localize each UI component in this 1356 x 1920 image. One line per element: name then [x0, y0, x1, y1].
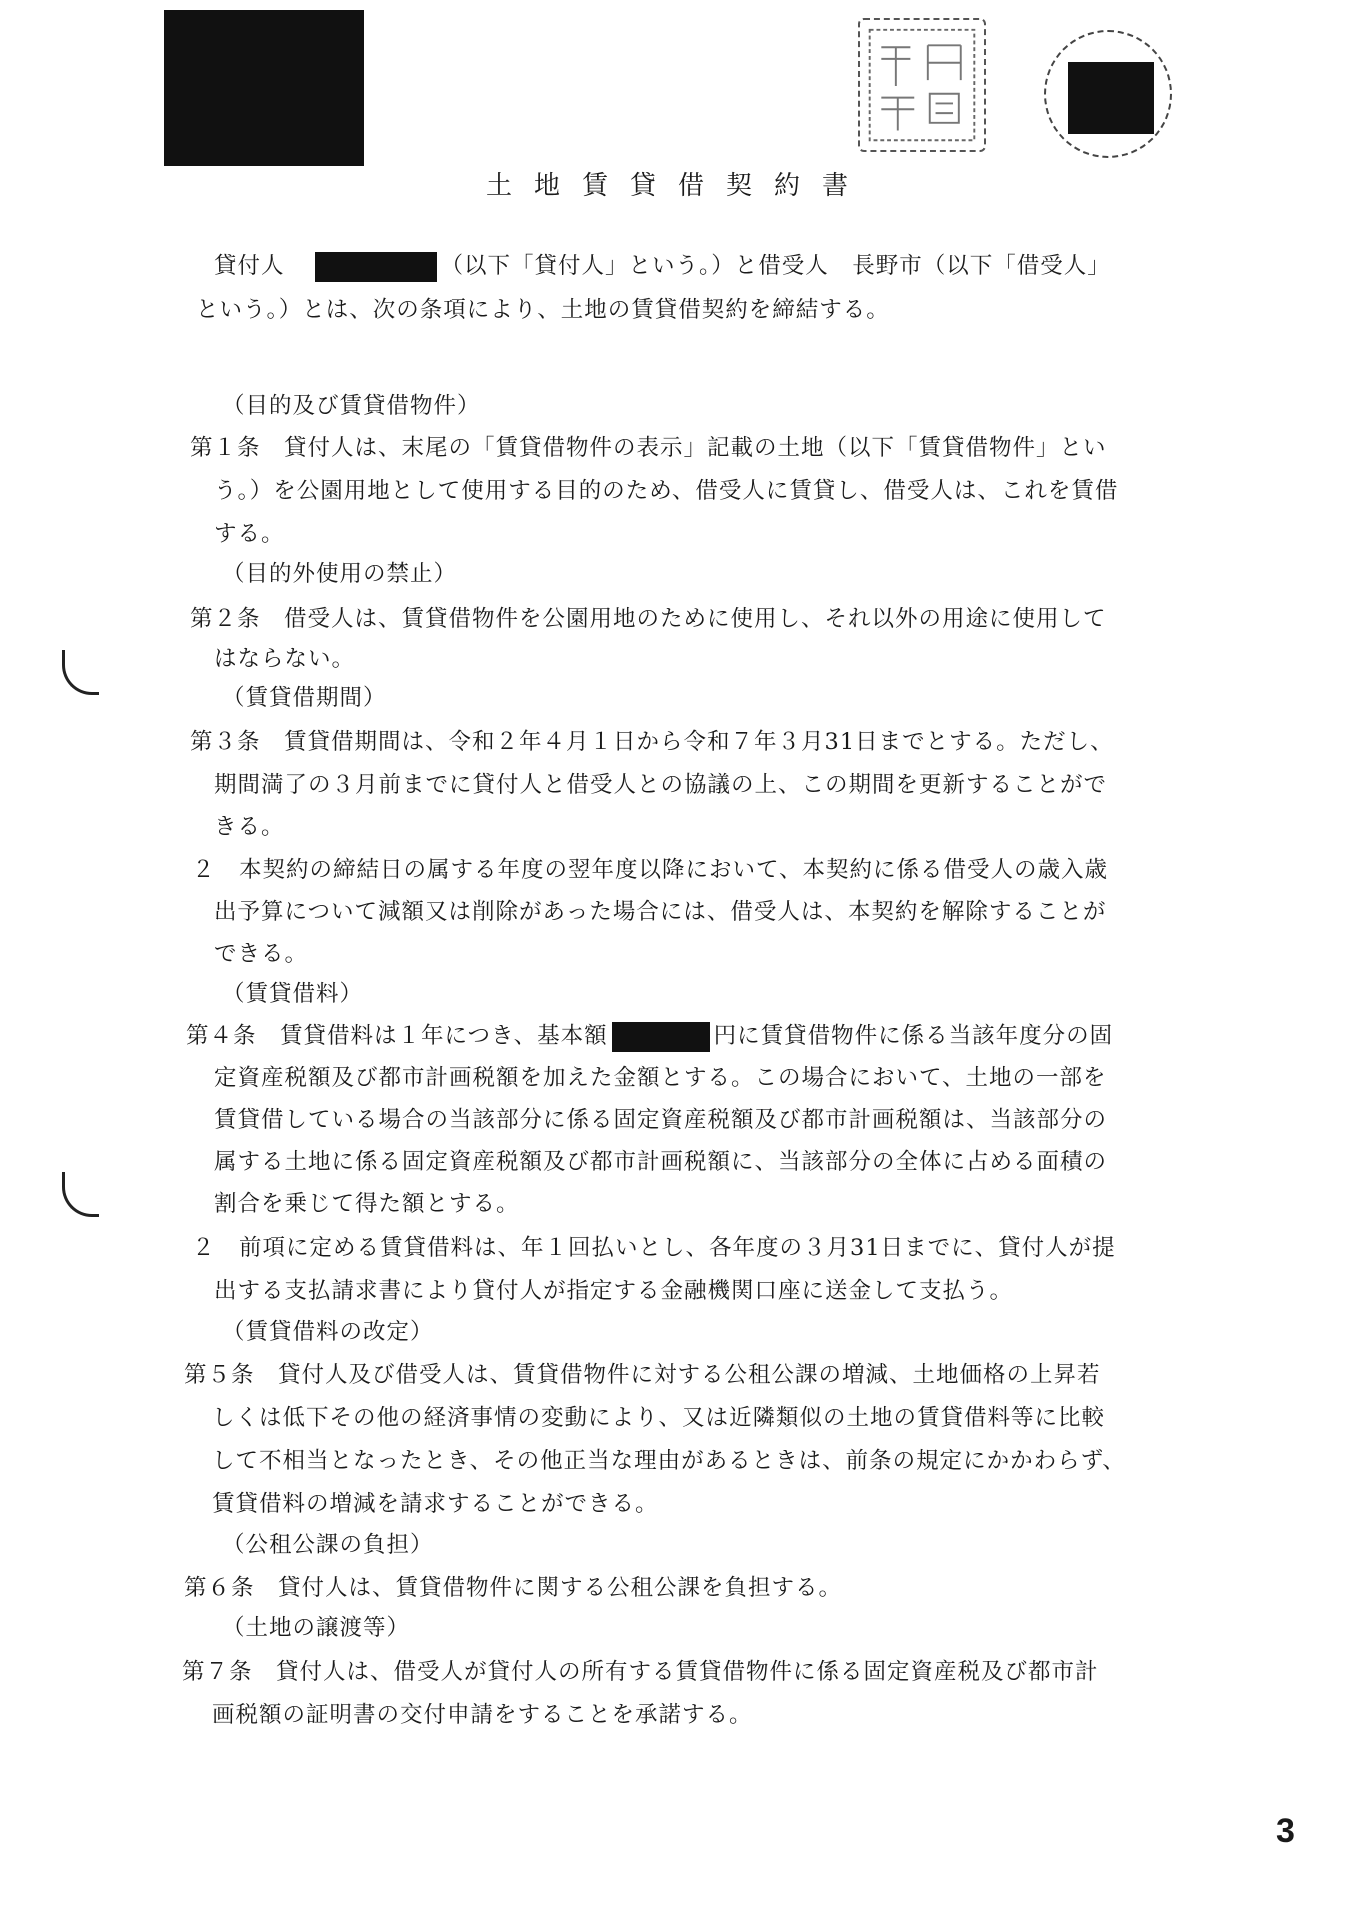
article-3-line-2: 期間満了の３月前までに貸付人と借受人との協議の上、この期間を更新することがで: [214, 772, 1108, 798]
article-7-heading: （土地の譲渡等）: [222, 1615, 411, 1641]
article-5-line-1: 第５条 貸付人及び借受人は、賃貸借物件に対する公租公課の増減、土地価格の上昇若: [184, 1362, 1101, 1388]
article-3-line-1: 第３条 賃貸借期間は、令和２年４月１日から令和７年３月31日までとする。ただし、: [190, 729, 1114, 755]
article-2-heading: （目的外使用の禁止）: [222, 561, 458, 587]
article-3-para-2-line-1: ２ 本契約の締結日の属する年度の翌年度以降において、本契約に係る借受人の歳入歳: [192, 857, 1109, 883]
article-4-para-2-line-2: 出する支払請求書により貸付人が指定する金融機関口座に送金して支払う。: [214, 1278, 1014, 1304]
article-5-line-3: して不相当となったとき、その他正当な理由があるときは、前条の規定にかかわらず、: [212, 1448, 1126, 1474]
binding-hole-mark-1: [62, 650, 99, 695]
article-4-text-b: 円に賃貸借物件に係る当該年度分の固: [713, 1023, 1114, 1049]
article-4-line-4: 属する土地に係る固定資産税額及び都市計画税額に、当該部分の全体に占める面積の: [214, 1149, 1108, 1175]
article-4-heading: （賃貸借料）: [222, 981, 364, 1007]
article-4-line-3: 賃貸借している場合の当該部分に係る固定資産税額及び都市計画税額は、当該部分の: [214, 1107, 1108, 1133]
article-7-line-1: 第７条 貸付人は、借受人が貸付人の所有する賃貸借物件に係る固定資産税及び都市計: [182, 1659, 1099, 1685]
document-title: 土地賃貸借契約書: [485, 171, 870, 201]
intro-line-1: [214, 248, 1111, 282]
article-1-line-1: 第１条 貸付人は、末尾の「賃貸借物件の表示」記載の土地（以下「賃貸借物件」とい: [190, 435, 1107, 461]
redaction-block-top-left: [164, 10, 364, 166]
redaction-base-amount: [612, 1022, 710, 1052]
article-6-heading: （公租公課の負担）: [222, 1532, 434, 1558]
article-3-line-3: きる。: [214, 814, 285, 840]
article-4-line-5: 割合を乗じて得た額とする。: [214, 1191, 520, 1217]
page-number: 3: [1276, 1812, 1295, 1850]
article-3-para-2-line-3: できる。: [214, 941, 309, 967]
article-4-text-a: 第４条 賃貸借料は１年につき、基本額: [186, 1023, 608, 1049]
article-4-line-2: 定資産税額及び都市計画税額を加えた金額とする。この場合において、土地の一部を: [214, 1065, 1107, 1091]
article-2-line-2: はならない。: [214, 646, 356, 672]
article-6-line-1: 第６条 貸付人は、賃貸借物件に関する公租公課を負担する。: [184, 1575, 843, 1601]
article-5-heading: （賃貸借料の改定）: [222, 1319, 434, 1345]
article-1-line-3: する。: [214, 521, 285, 547]
intro-text-1: （以下「貸付人」という。）と借受人 長野市（以下「借受人」: [440, 253, 1111, 279]
article-1-heading: （目的及び賃貸借物件）: [222, 393, 481, 419]
article-2-line-1: 第２条 借受人は、賃貸借物件を公園用地のために使用し、それ以外の用途に使用して: [190, 606, 1107, 632]
article-5-line-4: 賃貸借料の増減を請求することができる。: [212, 1491, 659, 1517]
lender-label: 貸付人: [214, 253, 285, 279]
article-5-line-2: しくは低下その他の経済事情の変動により、又は近隣類似の土地の賃貸借料等に比較: [212, 1405, 1106, 1431]
article-3-heading: （賃貸借期間）: [222, 685, 387, 711]
article-4-para-2-line-1: ２ 前項に定める賃貸借料は、年１回払いとし、各年度の３月31日までに、貸付人が提: [192, 1235, 1116, 1261]
redaction-block-seal: [1068, 62, 1154, 134]
intro-line-2: という。）とは、次の条項により、土地の賃貸借契約を締結する。: [196, 297, 890, 323]
article-7-line-2: 画税額の証明書の交付申請をすることを承諾する。: [212, 1702, 753, 1728]
article-3-para-2-line-2: 出予算について減額又は削除があった場合には、借受人は、本契約を解除することが: [214, 899, 1107, 925]
binding-hole-mark-2: [62, 1172, 99, 1217]
signature-circle: [1044, 30, 1172, 158]
article-1-line-2: う。）を公園用地として使用する目的のため、借受人に賃貸し、借受人は、これを賃借: [214, 478, 1119, 504]
redaction-lender-name: [315, 252, 437, 282]
official-seal-stamp: [858, 18, 986, 152]
article-4-line-1: [186, 1018, 1113, 1052]
